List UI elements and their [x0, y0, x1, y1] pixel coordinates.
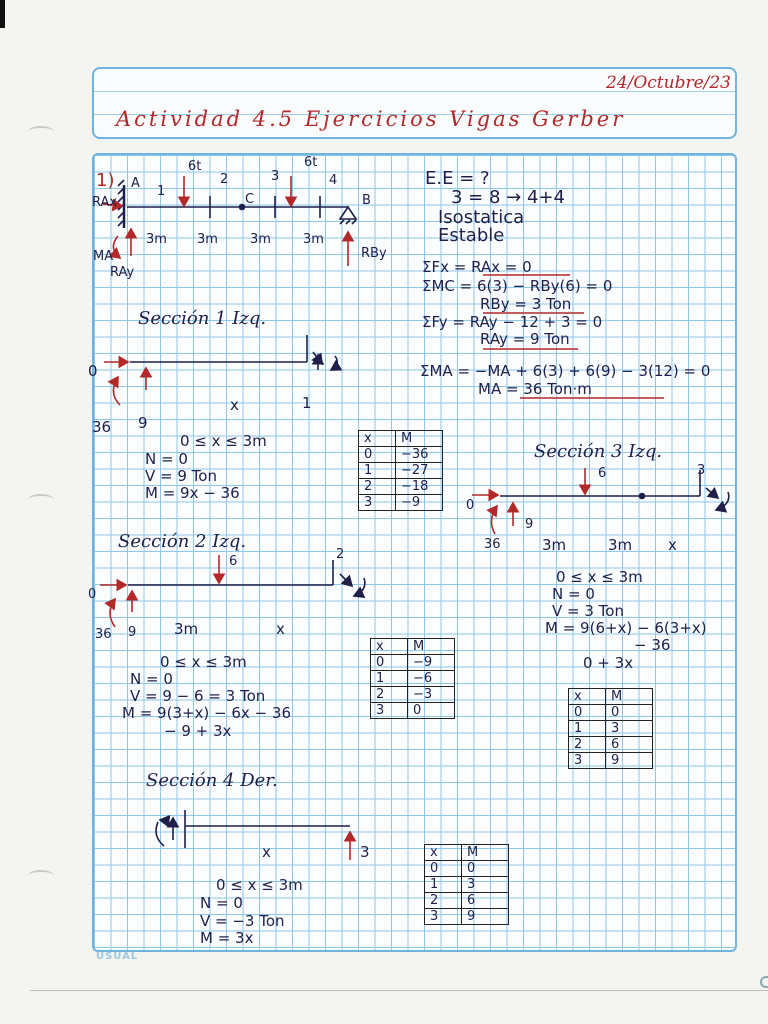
section1-moment: 36: [92, 418, 112, 436]
table-header: M: [462, 845, 509, 861]
span-4: 3m: [303, 232, 324, 247]
table-row: 3 9: [569, 753, 653, 769]
table-row: 2 −18: [359, 479, 443, 495]
section2-force: 9: [128, 625, 137, 640]
point-2: 2: [220, 172, 229, 187]
span-2: 3m: [197, 232, 218, 247]
point-a: A: [131, 176, 140, 191]
table-row: 3 0: [371, 703, 455, 719]
section3-eq-4: M = 9(6+x) − 6(3+x): [545, 619, 707, 637]
section3-load: 6: [598, 466, 607, 481]
section3-eq-1: 0 ≤ x ≤ 3m: [556, 568, 643, 586]
section1-eq-3: V = 9 Ton: [145, 467, 217, 485]
table-header: M: [408, 639, 455, 655]
point-4: 4: [329, 173, 338, 188]
section1-reactions: [104, 362, 146, 405]
section3-moment: 36: [484, 537, 501, 552]
section4-eq-4: M = 3x: [200, 929, 254, 947]
section3-cut: 3: [697, 463, 706, 478]
section3-eq-2: N = 0: [552, 585, 595, 603]
section1-eq-1: 0 ≤ x ≤ 3m: [180, 432, 267, 450]
table-header: x: [359, 431, 396, 447]
main-beam: [118, 180, 356, 228]
table-header: M: [396, 431, 443, 447]
section2-eq-1: 0 ≤ x ≤ 3m: [160, 653, 247, 671]
section1-x: x: [230, 396, 239, 414]
table-row: 1 −6: [371, 671, 455, 687]
section3-eq-5: − 36: [634, 636, 671, 654]
section4-table: [424, 844, 509, 925]
section4-diagram: [156, 810, 350, 848]
table-row: 1 3: [425, 877, 509, 893]
eq-line-3: Isostatica: [438, 207, 525, 228]
point-1: 1: [157, 184, 166, 199]
section2-title: Sección 2 Izq.: [118, 531, 247, 552]
section3-eq-3: V = 3 Ton: [552, 602, 624, 620]
reaction-rby: RBy: [361, 246, 387, 261]
eq-line-10: ΣMA = −MA + 6(3) + 6(9) − 3(12) = 0: [420, 362, 711, 380]
section3-origin: 0: [466, 498, 475, 513]
table-row: 0 0: [569, 705, 653, 721]
table-header: x: [425, 845, 462, 861]
section4-force: 3: [360, 843, 370, 861]
page-title: Actividad 4.5 Ejercicios Vigas Gerber: [116, 107, 626, 131]
section1-title: Sección 1 Izq.: [138, 308, 267, 329]
table-header: M: [606, 689, 653, 705]
eq-line-1: E.E = ?: [425, 168, 490, 189]
eq-line-11: MA = 36 Ton·m: [478, 380, 592, 398]
section4-eq-3: V = −3 Ton: [200, 912, 285, 930]
eq-line-8: ΣFy = RAy − 12 + 3 = 0: [422, 313, 603, 331]
section2-eq-3: V = 9 − 6 = 3 Ton: [130, 687, 266, 705]
section2-load: 6: [229, 554, 238, 569]
section2-eq-4: M = 9(3+x) − 6x − 36: [122, 704, 291, 722]
section1-diagram: [130, 335, 337, 370]
table-row: 1 3: [569, 721, 653, 737]
section2-eq-5: − 9 + 3x: [164, 722, 232, 740]
section1-eq-2: N = 0: [145, 450, 188, 468]
section3-force: 9: [525, 517, 534, 532]
table-row: 1 −27: [359, 463, 443, 479]
section4-x: x: [262, 843, 271, 861]
section1-force: 9: [138, 414, 148, 432]
section3-table: [568, 688, 653, 769]
reaction-ray: RAy: [110, 265, 135, 280]
section1-origin: 0: [88, 362, 98, 380]
table-header: x: [371, 639, 408, 655]
reaction-ma: MA: [93, 249, 114, 264]
load-label-1: 6t: [188, 159, 202, 174]
section3-x: x: [668, 536, 677, 554]
grid-paper-logo: USUAL: [96, 951, 139, 962]
table-row: 0 0: [425, 861, 509, 877]
eq-line-6: ΣMC = 6(3) − RBy(6) = 0: [422, 277, 613, 295]
date: 24/Octubre/23: [605, 73, 731, 93]
section4-eq-2: N = 0: [200, 894, 243, 912]
eq-line-2: 3 = 8 → 4+4: [451, 187, 565, 208]
section3-span-2: 3m: [608, 536, 633, 554]
section3-diagram: [500, 470, 729, 510]
section2-table: [370, 638, 455, 719]
section2-cut: 2: [336, 547, 345, 562]
section2-diagram: [128, 560, 365, 596]
section3-eq-6: 0 + 3x: [583, 654, 634, 672]
table-header: x: [569, 689, 606, 705]
section3-span-1: 3m: [542, 536, 567, 554]
table-row: 0 −9: [371, 655, 455, 671]
table-row: 0 −36: [359, 447, 443, 463]
section1-eq-4: M = 9x − 36: [145, 484, 240, 502]
load-label-2: 6t: [304, 155, 318, 170]
table-row: 3 9: [425, 909, 509, 925]
section4-title: Sección 4 Der.: [146, 770, 278, 791]
point-b: B: [362, 193, 371, 208]
section3-title: Sección 3 Izq.: [534, 441, 663, 462]
reaction-rax: RAx: [92, 195, 118, 210]
span-3: 3m: [250, 232, 271, 247]
table-row: 2 −3: [371, 687, 455, 703]
section2-moment: 36: [95, 627, 112, 642]
section2-eq-2: N = 0: [130, 670, 173, 688]
section2-x: x: [276, 620, 285, 638]
section4-eq-1: 0 ≤ x ≤ 3m: [216, 876, 303, 894]
section2-origin: 0: [88, 587, 97, 602]
section2-span: 3m: [174, 620, 199, 638]
point-3: 3: [271, 169, 280, 184]
table-row: 2 6: [425, 893, 509, 909]
point-c: C: [245, 192, 255, 207]
eq-line-4: Estable: [438, 225, 505, 246]
section1-table: [358, 430, 443, 511]
eq-line-9: RAy = 9 Ton: [480, 330, 570, 348]
section2-reactions: [100, 555, 219, 627]
span-1: 3m: [146, 232, 167, 247]
eq-line-7: RBy = 3 Ton: [480, 295, 572, 313]
eq-line-5: ΣFx = RAx = 0: [422, 258, 532, 276]
problem-number: 1): [96, 170, 115, 191]
table-row: 2 6: [569, 737, 653, 753]
table-row: 3 −9: [359, 495, 443, 511]
section1-cut: 1: [302, 394, 312, 412]
